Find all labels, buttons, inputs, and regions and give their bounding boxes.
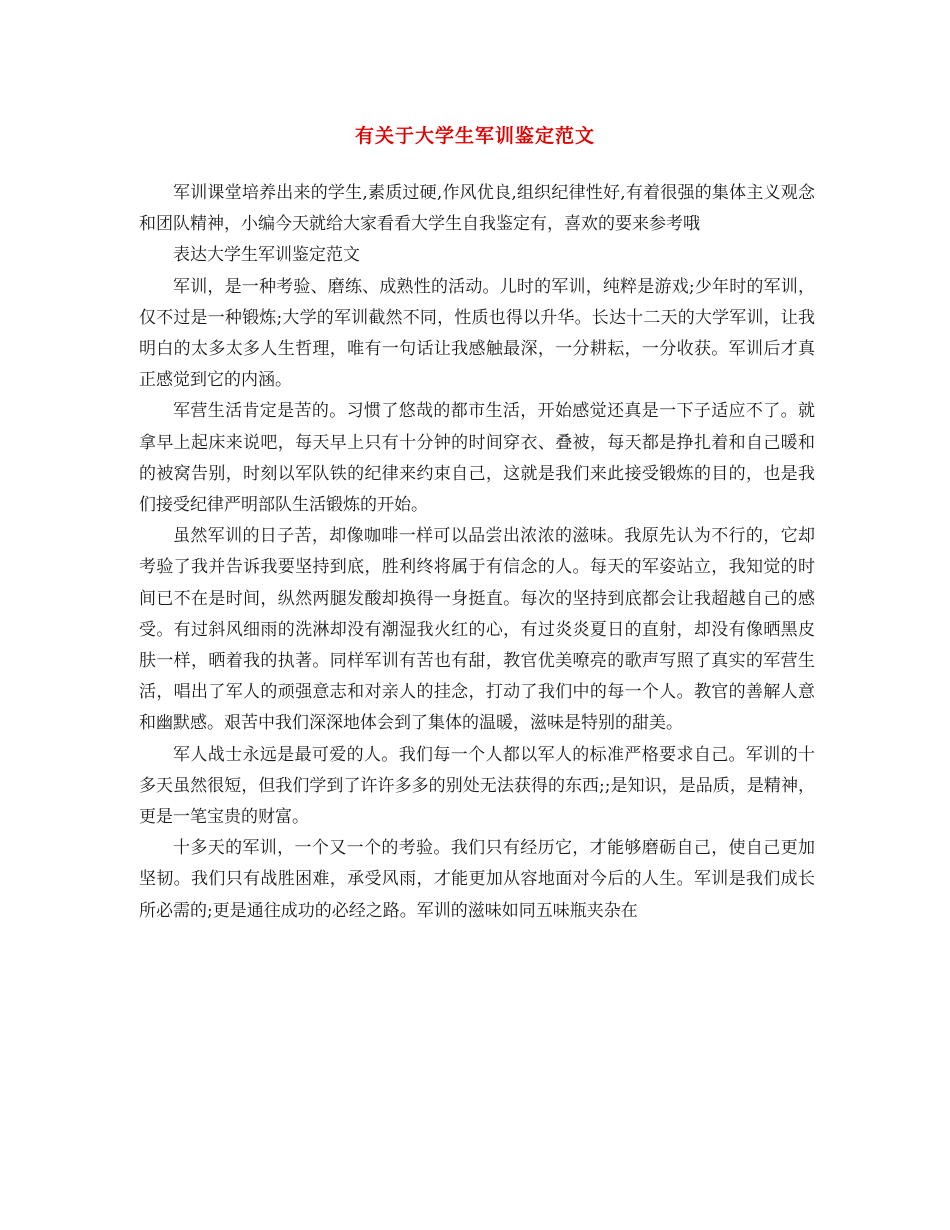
paragraph-body: 军营生活肯定是苦的。习惯了悠哉的都市生活，开始感觉还真是一下子适应不了。就拿早上起床来说吧，每天早上只有十分钟的时间穿衣、叠被，每天都是挣扎着和自己暖和的被窝告别，时刻以军队铁的纪律来约束自己，这就是我们来此接受锻炼的目的，也是我们接受纪律严明部队生活锻炼的开始。 xyxy=(139,401,815,516)
paragraph-intro: 军训课堂培养出来的学生,素质过硬,作风优良,组织纪律性好,有着很强的集体主义观念和团队精神，小编今天就给大家看看大学生自我鉴定有，喜欢的要来参考哦 xyxy=(139,183,815,235)
paragraph-body: 十多天的军训，一个又一个的考验。我们只有经历它，才能够磨砺自己，使自己更加坚韧。我们只有战胜困难，承受风雨，才能更加从容地面对今后的人生。军训是我们成长所必需的;更是通往成功的必经之路。军训的滋味如同五味瓶夹杂在 xyxy=(139,838,815,921)
document-body xyxy=(139,178,815,927)
paragraph-subtitle: 表达大学生军训鉴定范文 xyxy=(173,245,360,266)
paragraph-body: 虽然军训的日子苦，却像咖啡一样可以品尝出浓浓的滋味。我原先认为不行的，它却考验了我并告诉我要坚持到底，胜利终将属于有信念的人。每天的军姿站立，我知觉的时间已不在是时间，纵然两腿发酸却换得一身挺直。每次的坚持到底都会让我超越自己的感受。有过斜风细雨的洗淋却没有潮湿我火红的心，有过炎炎夏日的直射，却没有像晒黑皮肤一样，晒着我的执著。同样军训有苦也有甜，教官优美嘹亮的歌声写照了真实的军营生活，唱出了军人的顽强意志和对亲人的挂念，打动了我们中的每一个人。教官的善解人意和幽默感。艰苦中我们深深地体会到了集体的温暖，滋味是特别的甜美。 xyxy=(139,526,815,734)
paragraph-body: 军人战士永远是最可爱的人。我们每一个人都以军人的标准严格要求自己。军训的十多天虽然很短，但我们学到了许许多多的别处无法获得的东西;;是知识，是品质，是精神，更是一笔宝贵的财富。 xyxy=(139,744,815,828)
paragraph-body: 军训，是一种考验、磨练、成熟性的活动。儿时的军训，纯粹是游戏;少年时的军训，仅不过是一种锻炼;大学的军训截然不同，性质也得以升华。长达十二天的大学军训，让我明白的太多太多人生哲理，唯有一句话让我感触最深，一分耕耘，一分收获。军训后才真正感觉到它的内涵。 xyxy=(139,276,815,391)
document-title: 有关于大学生军训鉴定范文 xyxy=(354,125,595,147)
